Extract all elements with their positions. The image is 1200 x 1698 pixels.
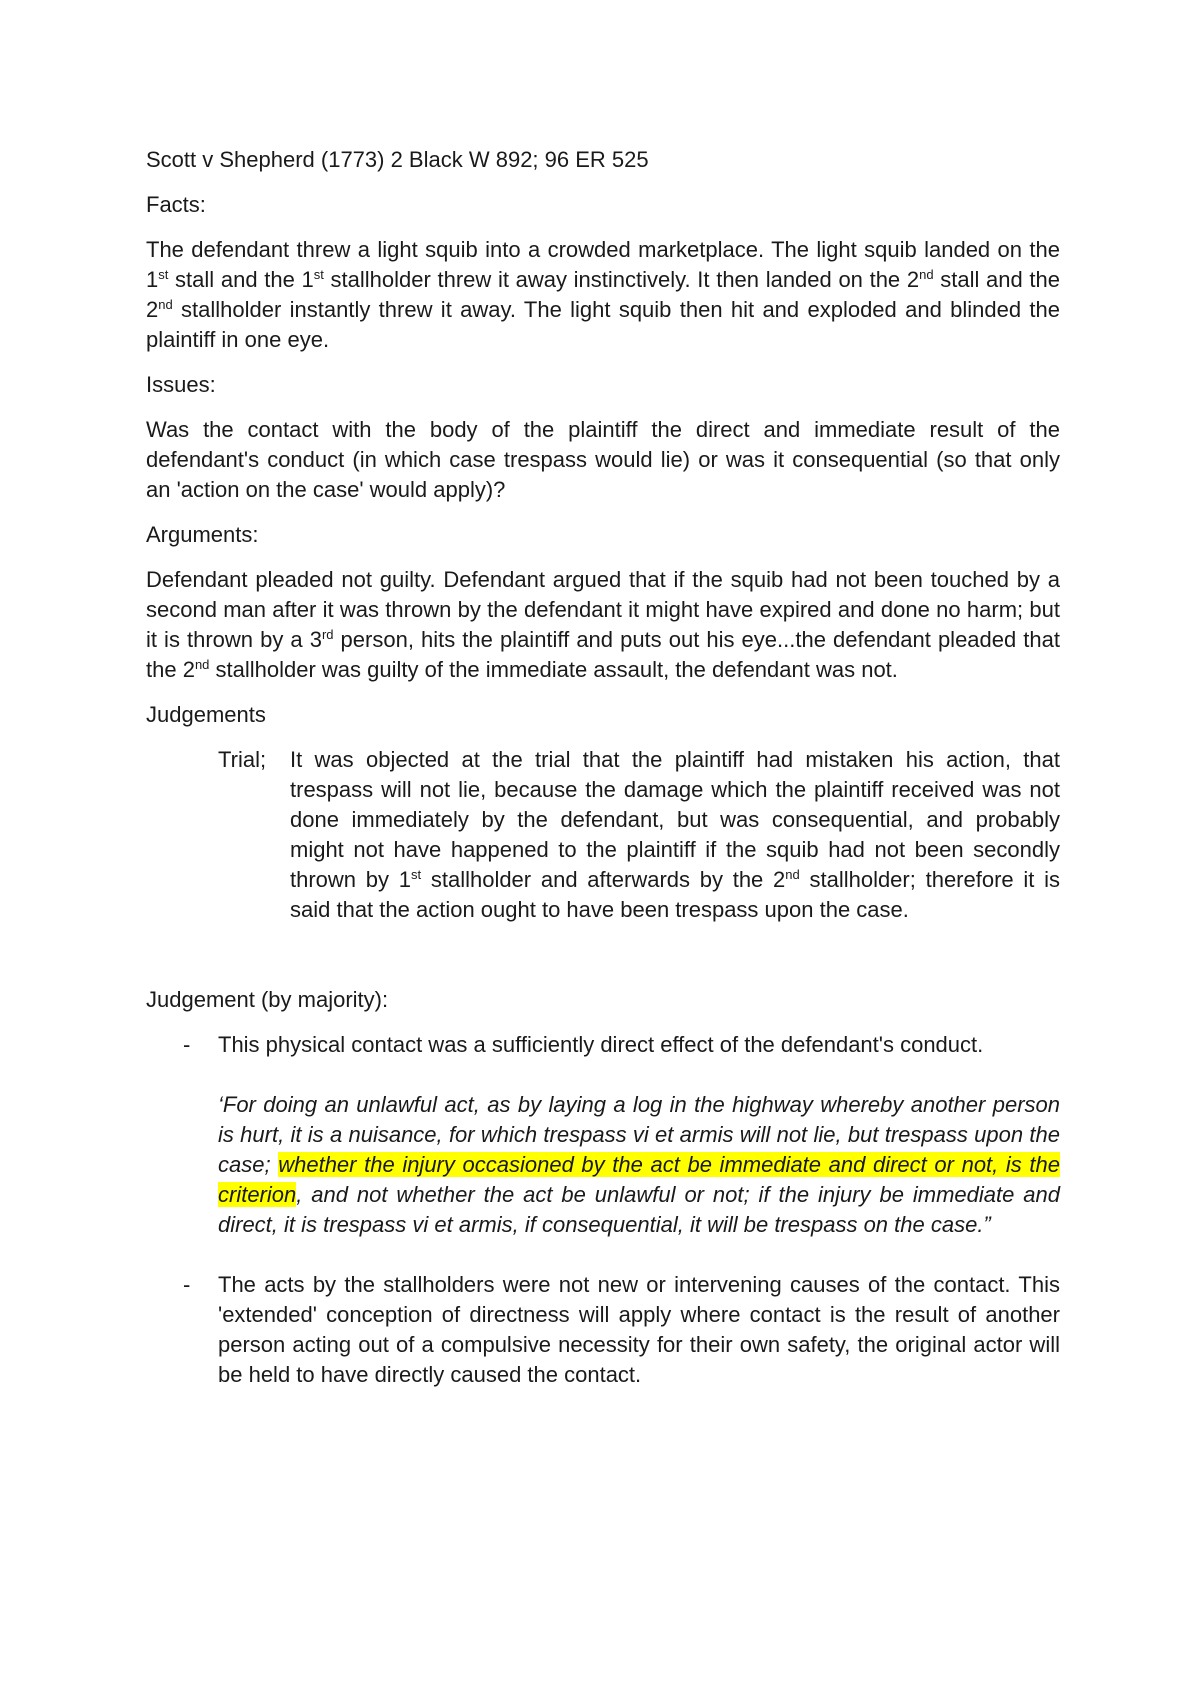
quote-text-pre: ‘For doing an unlawful act, as by laying a log in the highway whereby another person is hurt, it is a nuisance, for which trespass vi et armis will not lie, but trespass upon the case; xyxy=(218,1092,1060,1177)
case-title: Scott v Shepherd (1773) 2 Black W 892; 96 ER 525 xyxy=(146,147,649,172)
quote-highlight: whether the injury occasioned by the act be immediate and direct or not, is the criterion xyxy=(218,1152,1060,1207)
facts-sup-3: nd xyxy=(919,267,934,283)
facts-sup-2: st xyxy=(313,267,324,283)
facts-text-2: stall and the 1 xyxy=(168,267,314,292)
trial-label: Trial; xyxy=(218,747,267,772)
arguments-text-3: stallholder was guilty of the immediate assault, the defendant was not. xyxy=(209,657,898,682)
trial-text-2: stallholder and afterwards by the 2 xyxy=(421,867,786,892)
facts-sup-4: nd xyxy=(158,297,173,313)
bullet-text: This physical contact was a sufficiently direct effect of the defendant's conduct. xyxy=(218,1032,984,1057)
majority-bullet-2 xyxy=(183,1270,1060,1390)
facts-sup-1: st xyxy=(158,267,169,283)
majority-bullet-1 xyxy=(183,1030,1060,1090)
quote-text-post: , and not whether the act be unlawful or not; if the injury be immediate and direct, it is trespass vi et armis, if consequential, it will be trespass on the case.” xyxy=(218,1182,1060,1237)
bullet-text: The acts by the stallholders were not new or intervening causes of the contact. This 'extended' conception of directness will apply where contact is the result of another person acting out of a compulsive necessity for their own safety, the original actor will be held to have directly caused the contact. xyxy=(218,1272,1060,1387)
arguments-text-2: person, hits the plaintiff and puts out his eye...the defendant pleaded that the 2 xyxy=(146,627,1061,682)
trial-sup-1: st xyxy=(410,867,422,883)
facts-paragraph xyxy=(146,235,1060,355)
arguments-text-1: Defendant pleaded not guilty. Defendant argued that if the squib had not been touched by a second man after it was thrown by the defendant it might have expired and done no harm; but it is thrown by a 3 xyxy=(146,567,1060,652)
arguments-paragraph xyxy=(146,565,1060,685)
bullet-dash: - xyxy=(183,1272,191,1297)
majority-heading: Judgement (by majority): xyxy=(146,987,389,1012)
trial-text-1: It was objected at the trial that the plaintiff had mistaken his action, that trespass will not lie, because the damage which the plaintiff received was not done immediately by the defendant, but was consequential, and probably might not have happened to the plaintiff if the squib had not been secondly thrown by 1 xyxy=(290,747,1060,892)
judgements-heading: Judgements xyxy=(146,702,266,727)
arguments-sup-1: rd xyxy=(321,627,334,643)
facts-text-3: stallholder threw it away instinctively. It then landed on the 2 xyxy=(323,267,920,292)
facts-text-5: stallholder instantly threw it away. The light squib then hit and exploded and blinded the plaintiff in one eye. xyxy=(146,297,1060,352)
trial-paragraph xyxy=(290,745,1060,925)
bullet-dash: - xyxy=(183,1032,191,1057)
facts-text-4: stall and the 2 xyxy=(146,267,1061,322)
issues-heading: Issues: xyxy=(146,372,216,397)
arguments-sup-2: nd xyxy=(194,657,210,673)
arguments-heading: Arguments: xyxy=(146,522,259,547)
document-content xyxy=(146,145,1060,1390)
majority-quote xyxy=(218,1090,1060,1240)
trial-sup-2: nd xyxy=(785,867,800,883)
facts-text-1: The defendant threw a light squib into a crowded marketplace. The light squib landed on the 1 xyxy=(146,237,1060,292)
trial-entry xyxy=(218,745,1060,925)
issues-paragraph: Was the contact with the body of the plaintiff the direct and immediate result of the defendant's conduct (in which case trespass would lie) or was it consequential (so that only an 'action on the case' would apply)? xyxy=(146,417,1060,502)
section-spacer xyxy=(146,940,1060,985)
facts-heading: Facts: xyxy=(146,192,206,217)
trial-text-3: stallholder; therefore it is said that the action ought to have been trespass upon the case. xyxy=(290,867,1061,922)
